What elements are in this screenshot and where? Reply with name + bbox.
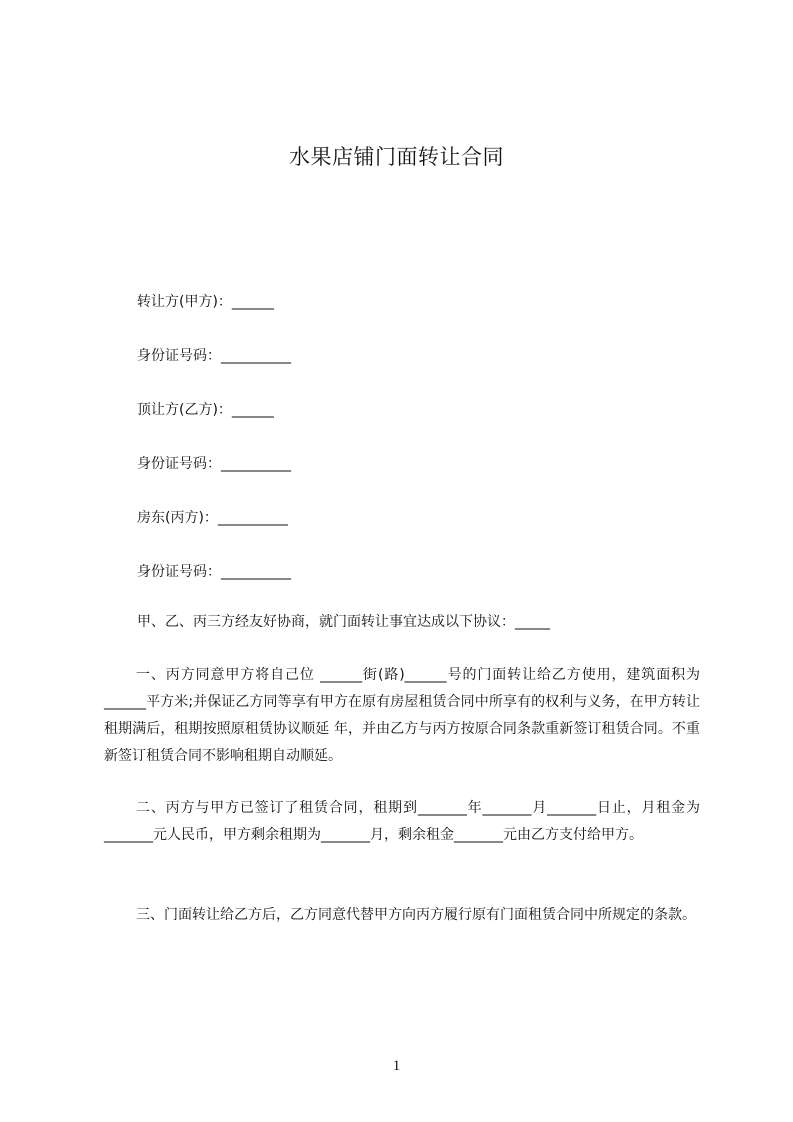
clause-1: 一、丙方同意甲方将自己位 ______街(路)______号的门面转让给乙方使用，建筑面积为 ______平方米;并保证乙方同等享有甲方在原有房屋租赁合同中所享有的权利与义务，在甲方转让租期满后，租期按照原租赁协议顺延 年，并由乙方与丙方按原合同条款重新签订租赁合同。不重新签订租赁合同不影响租期自动顺延。 bbox=[104, 667, 700, 764]
page-number: 1 bbox=[392, 1058, 401, 1074]
transferor-name-field: 转让方(甲方)：______ bbox=[137, 294, 274, 310]
transferee-id-field: 身份证号码：__________ bbox=[137, 456, 291, 472]
document-title: 水果店铺门面转让合同 bbox=[289, 145, 504, 169]
agreement-intro: 甲、乙、丙三方经友好协商，就门面转让事宜达成以下协议：_____ bbox=[137, 614, 550, 630]
landlord-name-field: 房东(丙方)：__________ bbox=[137, 510, 288, 526]
landlord-id-field: 身份证号码：__________ bbox=[137, 564, 291, 580]
transferor-id-field: 身份证号码：__________ bbox=[137, 348, 291, 364]
clause-3: 三、门面转让给乙方后，乙方同意代替甲方向丙方履行原有门面租赁合同中所规定的条款。 bbox=[136, 907, 696, 923]
transferee-name-field: 顶让方(乙方)：______ bbox=[137, 402, 274, 418]
clause-2: 二、丙方与甲方已签订了租赁合同，租期到_______年_______月_______日止，月租金为_______元人民币，甲方剩余租期为_______月，剩余租金_______元由乙方支付给甲方。 bbox=[104, 800, 700, 843]
